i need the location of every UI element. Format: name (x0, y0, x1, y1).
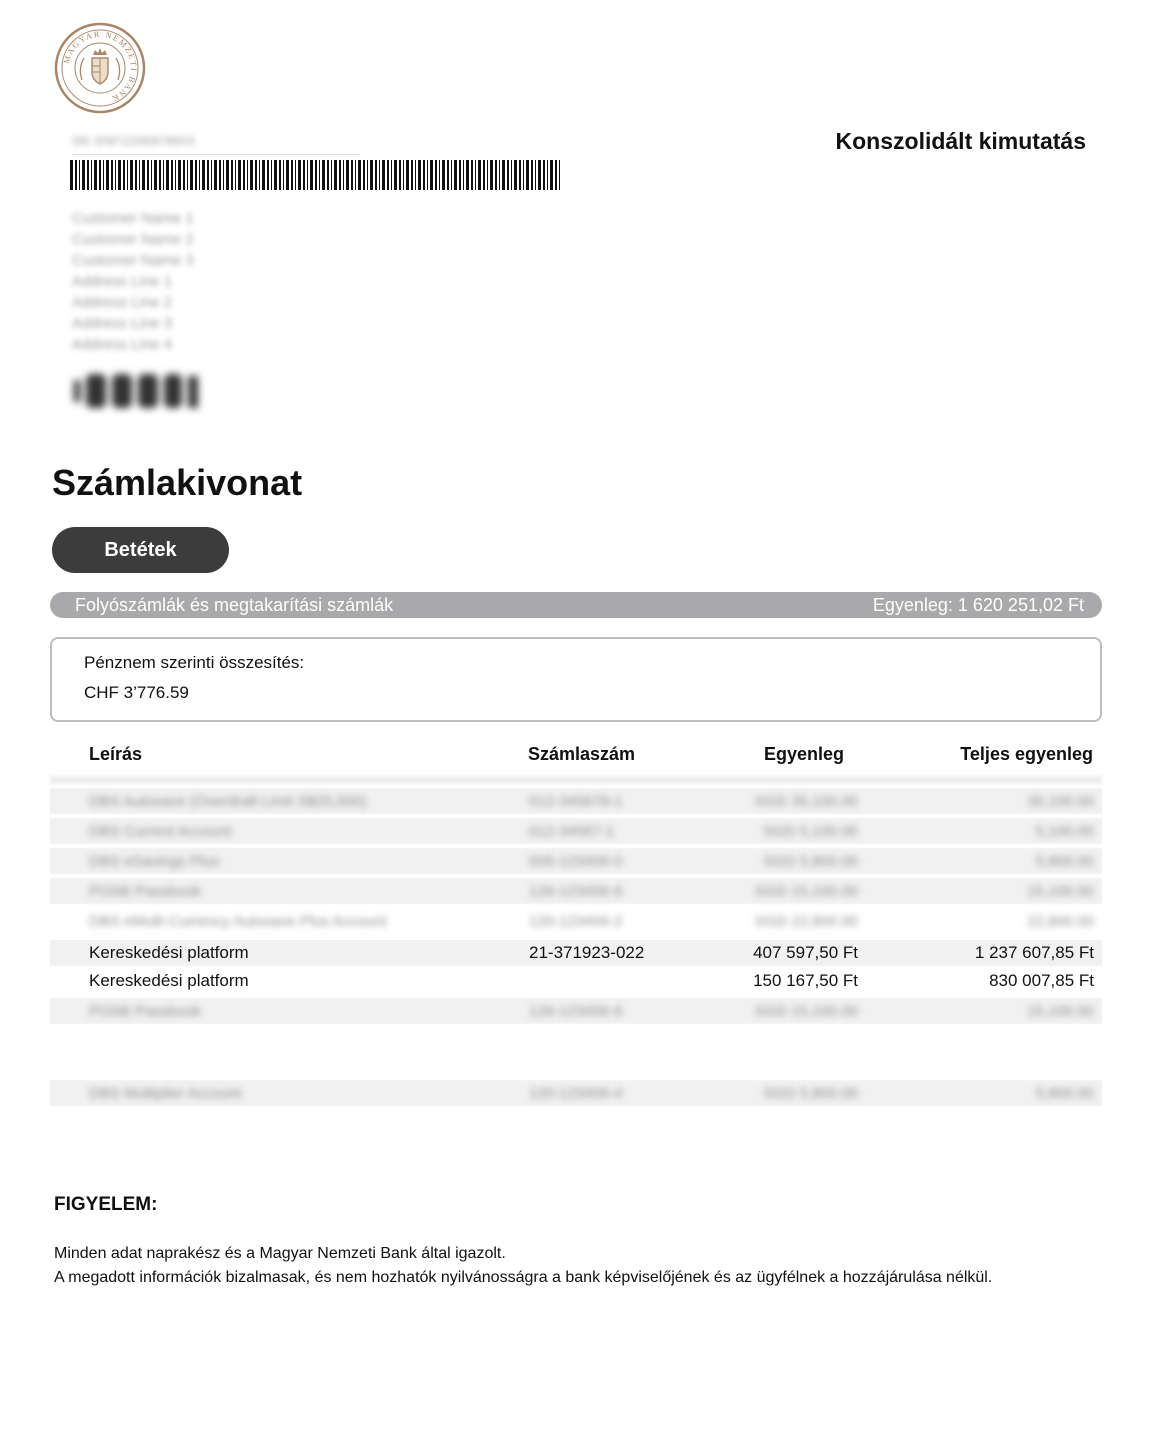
notice-line: Minden adat naprakész és a Magyar Nemzeti Bank által igazolt. (54, 1245, 506, 1262)
serial-underline (72, 154, 360, 155)
table-row (50, 878, 1102, 904)
cell-description: Kereskedési platform (89, 971, 249, 990)
currency-summary-box (50, 637, 1102, 722)
cell-balance: SGD 5,800.00 (762, 1085, 858, 1102)
table-row (50, 998, 1102, 1024)
category-pill-deposits: Betétek (52, 527, 229, 573)
cell-account-number: 21-371923-022 (529, 943, 645, 962)
cell-total-balance: 830 007,85 Ft (989, 971, 1094, 990)
bank-seal-logo (54, 22, 146, 114)
address-line: Address Line 4 (72, 336, 173, 353)
cell-balance: SGD 35,100.00 (754, 793, 858, 810)
svg-text:MAGYAR NEMZETI BANK: MAGYAR NEMZETI BANK (62, 29, 139, 104)
cell-total-balance: 5,100.00 (1035, 823, 1094, 840)
table-row (50, 848, 1102, 874)
address-line: Customer Name 2 (72, 231, 194, 248)
table-row (50, 940, 1102, 966)
address-line: Address Line 1 (72, 273, 173, 290)
column-header-total-balance: Teljes egyenleg (960, 744, 1093, 764)
postal-barcode (72, 372, 202, 410)
address-line: Address Line 3 (72, 315, 173, 332)
table-row (50, 1080, 1102, 1106)
serial-number: SN: ENF123456789XX (72, 134, 196, 148)
section-header-bar (50, 592, 1102, 618)
cell-description: DBS Autosave (Overdraft Limit S$25,000) (89, 793, 367, 810)
cell-description: DBS Current Account (89, 823, 232, 840)
cell-account-number: 120-123456-2 (529, 913, 623, 930)
recipient-address (72, 208, 194, 355)
address-line: Address Line 2 (72, 294, 173, 311)
cell-account-number: 126-123456-6 (529, 883, 623, 900)
column-header-balance: Egyenleg (764, 744, 845, 764)
table-header-rule (50, 776, 1102, 784)
column-header-account-number: Számlaszám (528, 744, 636, 764)
cell-description: Kereskedési platform (89, 943, 249, 962)
notice-body (54, 1242, 992, 1290)
cell-account-number: 120-123456-4 (529, 1085, 623, 1102)
barcode (70, 160, 562, 190)
notice-line: A megadott információk bizalmasak, és nem hozhatók nyilvánosságra a bank képviselőjének és az ügyfélnek a hozzájárulása nélkül. (54, 1269, 993, 1286)
summary-label: Pénznem szerinti összesítés: (84, 653, 305, 672)
cell-description: DBS eSavings Plus (89, 853, 220, 870)
section-balance: Egyenleg: 1 620 251,02 Ft (872, 594, 1084, 615)
cell-balance: SGD 15,100.00 (754, 883, 858, 900)
notice-title: FIGYELEM: (54, 1194, 158, 1215)
cell-account-number: 126-123456-6 (529, 1003, 623, 1020)
statement-title: Számlakivonat (52, 462, 303, 503)
table-row (50, 908, 1102, 934)
cell-total-balance: 5,800.00 (1035, 1085, 1094, 1102)
cell-description: POSB Passbook (89, 883, 201, 900)
address-line: Customer Name 3 (72, 252, 194, 269)
cell-balance: 407 597,50 Ft (753, 943, 858, 962)
document-type-title: Konszolidált kimutatás (835, 128, 1086, 154)
table-row (50, 788, 1102, 814)
cell-account-number: 005-123456-0 (529, 853, 623, 870)
cell-balance: SGD 15,100.00 (754, 1003, 858, 1020)
section-title: Folyószámlák és megtakarítási számlák (75, 594, 394, 615)
table-row (50, 968, 1102, 994)
column-header-description: Leírás (89, 744, 143, 764)
cell-description: POSB Passbook (89, 1003, 201, 1020)
summary-value: CHF 3’776.59 (84, 683, 189, 702)
table-row (50, 818, 1102, 844)
cell-balance: SGD 22,800.00 (754, 913, 858, 930)
address-line: Customer Name 1 (72, 210, 194, 227)
cell-total-balance: 22,800.00 (1027, 913, 1094, 930)
cell-description: DBS Multiplier Account (89, 1085, 242, 1102)
cell-total-balance: 15,100.00 (1027, 1003, 1094, 1020)
cell-total-balance: 5,800.00 (1035, 853, 1094, 870)
cell-total-balance: 35,100.00 (1027, 793, 1094, 810)
cell-description: DBS eMulti-Currency Autosave Plus Account (89, 913, 387, 930)
cell-total-balance: 1 237 607,85 Ft (974, 943, 1094, 962)
cell-account-number: 012-345678-1 (529, 793, 623, 810)
cell-balance: SGD 5,100.00 (762, 823, 858, 840)
cell-balance: 150 167,50 Ft (753, 971, 858, 990)
cell-account-number: 012-34567-1 (529, 823, 615, 840)
cell-balance: SGD 5,800.00 (762, 853, 858, 870)
cell-total-balance: 15,100.00 (1027, 883, 1094, 900)
